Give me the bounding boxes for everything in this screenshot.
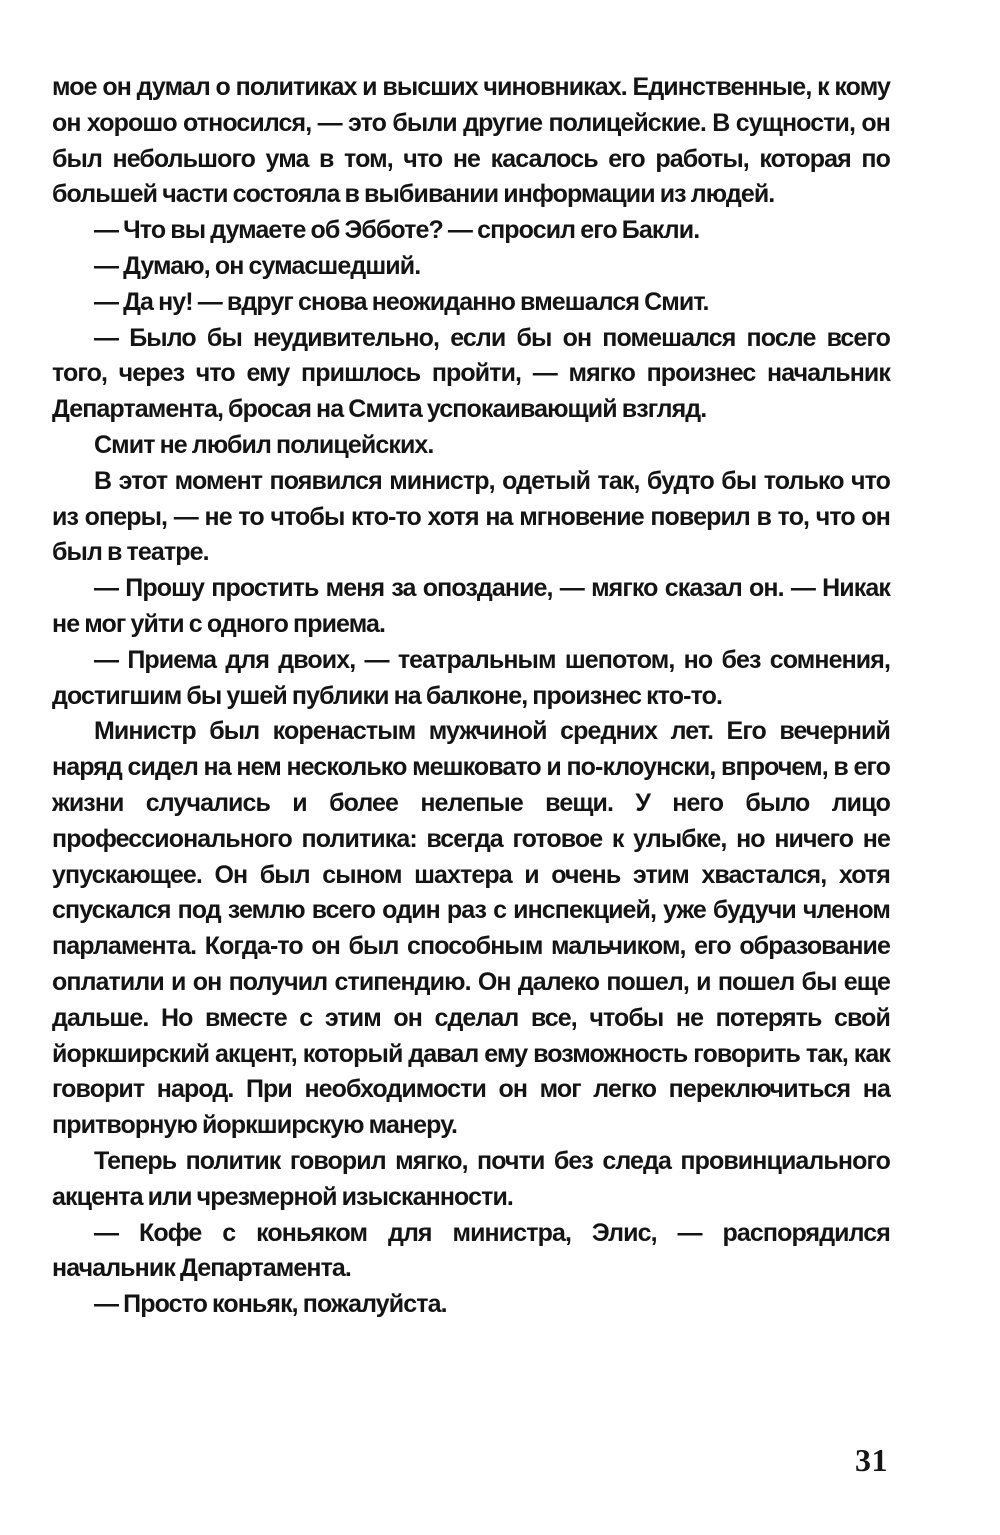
paragraph-13: — Просто коньяк, пожалуйста. bbox=[94, 1290, 447, 1319]
paragraph-7: В этот момент появился министр, одетый так, будто бы только что из оперы, — не то чтобы кто-то хотя на мгновение поверил в то, что он был в театре. bbox=[52, 466, 890, 567]
paragraph-2: — Что вы думаете об Эбботе? — спросил его Бакли. bbox=[94, 216, 700, 245]
paragraph-8: — Прошу простить меня за опоздание, — мягко сказал он. — Никак не мог уйти с одного приема. bbox=[52, 574, 890, 638]
page-body bbox=[52, 70, 890, 1323]
paragraph-3: — Думаю, он сумасшедший. bbox=[94, 251, 421, 280]
paragraph-9: — Приема для двоих, — театральным шепотом, но без сомнения, достигшим бы ушей публики на балконе, произнес кто-то. bbox=[52, 645, 890, 710]
page-number: 31 bbox=[855, 1442, 888, 1478]
paragraph-1: мое он думал о политиках и высших чиновниках. Единственные, к кому он хорошо относился, — это были другие полицейские. В сущности, он был небольшого ума в том, что не касалось его работы, которая по большей части состояла в выбивании информации из людей. bbox=[52, 73, 890, 209]
paragraph-10: Министр был коренастым мужчиной средних лет. Его вечерний наряд сидел на нем несколько мешковато и по-клоунски, впрочем, в его жизни случались и более нелепые вещи. У него было лицо профессионального политика: всегда готовое к улыбке, но ничего не упускающее. Он был сыном шахтера и очень этим хвастался, хотя спускался под землю всего один раз с инспекцией, уже будучи членом парламента. Когда-то он был способным мальчиком, его образование оплатили и он получил стипендию. Он далеко пошел, и пошел бы еще дальше. Но вместе с этим он сделал все, чтобы не потерять свой йоркширский акцент, который давал ему возможность говорить так, как говорит народ. При необходимости он мог легко переключиться на притворную йоркширскую манеру. bbox=[52, 717, 890, 1140]
paragraph-4: — Да ну! — вдруг снова неожиданно вмешался Смит. bbox=[94, 287, 709, 316]
paragraph-6: Смит не любил полицейских. bbox=[94, 430, 434, 459]
paragraph-12: — Кофе с коньяком для министра, Элис, — распорядился начальник Департамента. bbox=[52, 1218, 890, 1283]
paragraph-5: — Было бы неудивительно, если бы он помешался после всего того, через что ему пришлось пройти, — мягко произнес начальник Департамента, бросая на Смита успокаивающий взгляд. bbox=[52, 323, 890, 424]
paragraph-11: Теперь политик говорил мягко, почти без следа провинциального акцента или чрезмерной изысканности. bbox=[52, 1146, 890, 1211]
